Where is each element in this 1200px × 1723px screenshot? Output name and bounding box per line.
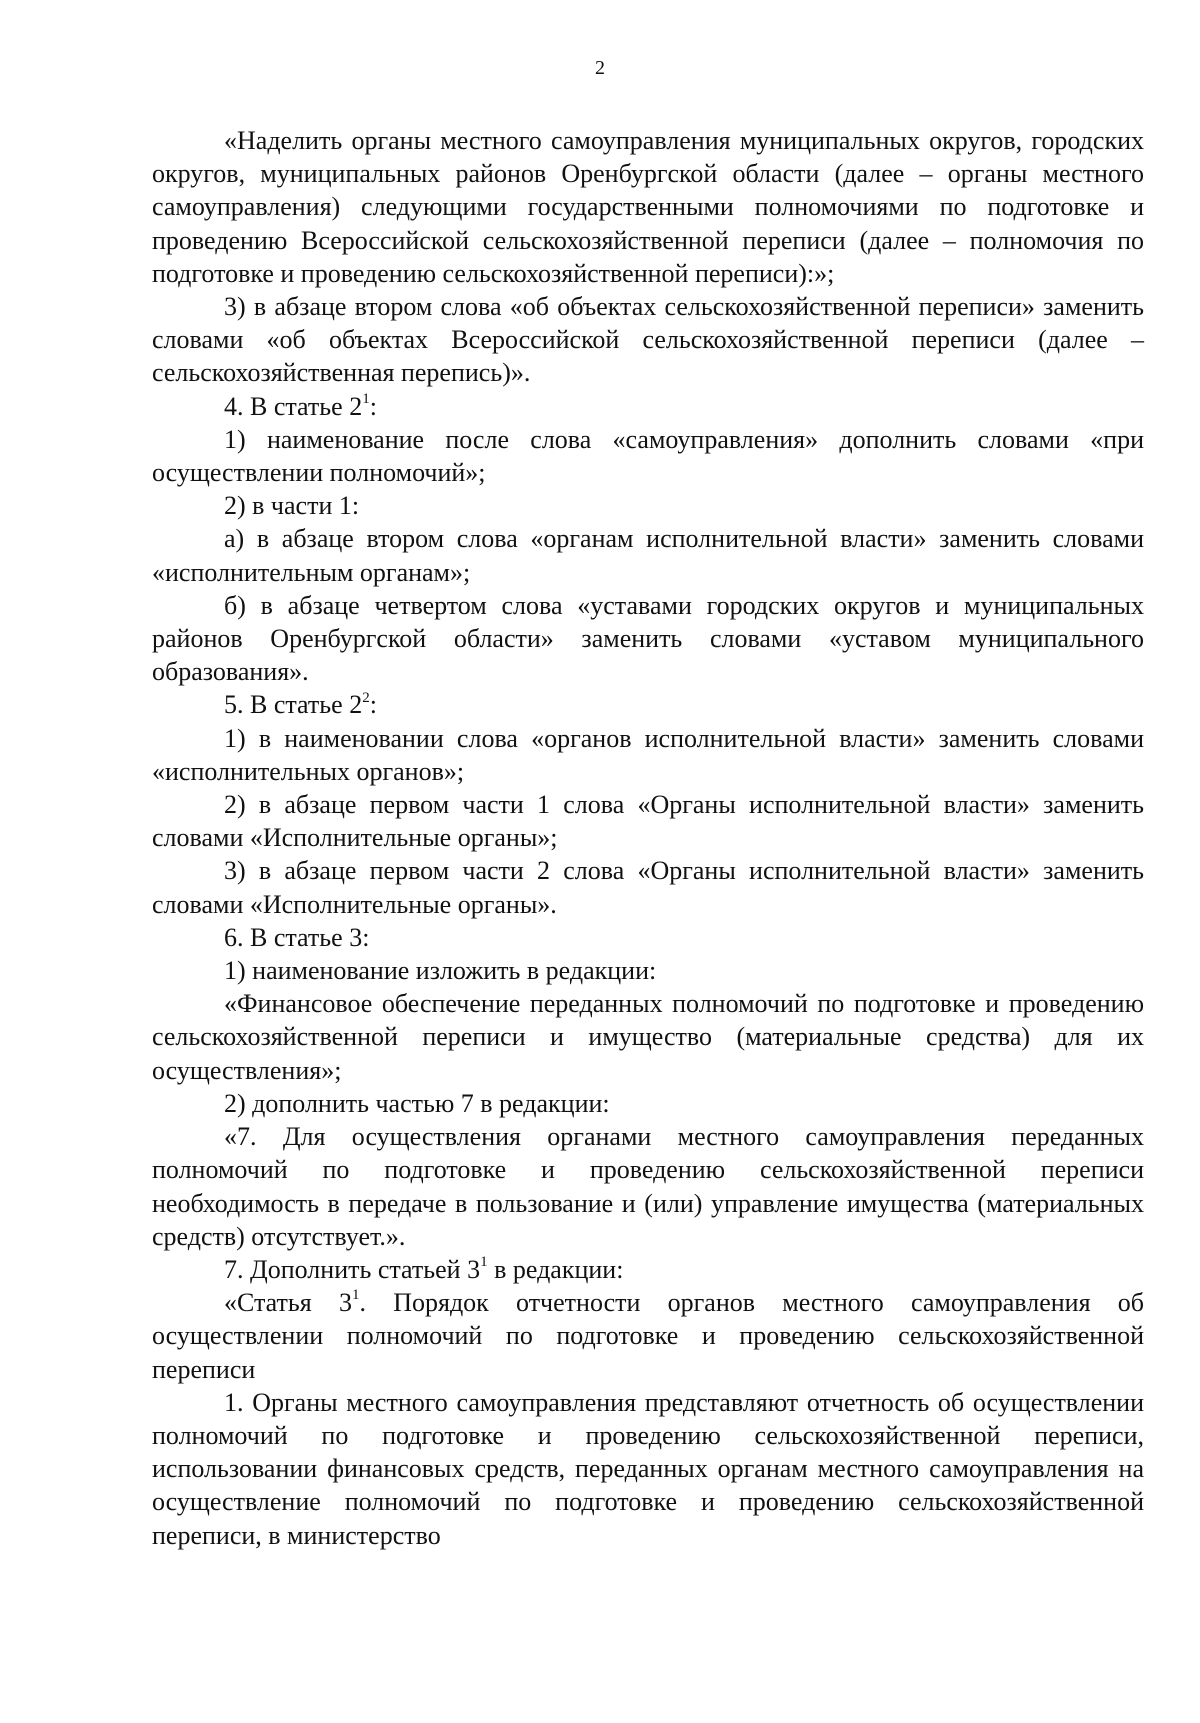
paragraph-subitem-a: а) в абзаце втором слова «органам исполнительной власти» заменить словами «исполнительным органам»; bbox=[152, 524, 1144, 587]
paragraph-item-2: 2) в части 1: bbox=[224, 491, 360, 521]
superscript-marker: 2 bbox=[362, 689, 370, 706]
paragraph-part-1-text: 1. Органы местного самоуправления представляют отчетность об осуществлении полномочий по подготовке и проведению сельскохозяйственной переписи, использовании финансовых средств, переданных органам местного самоуправления на осуществление полномочий по подготовке и проведению сельскохозяйственной переписи, в министерство bbox=[152, 1387, 1144, 1550]
document-body bbox=[152, 124, 1144, 1552]
paragraph-item-3: 3) в абзаце втором слова «об объектах сельскохозяйственной переписи» заменить словами «об объектах Всероссийской сельскохозяйственной переписи (далее – сельскохозяйственная перепись)». bbox=[152, 292, 1144, 388]
paragraph-item-2: 2) дополнить частью 7 в редакции: bbox=[224, 1088, 610, 1118]
page-number: 2 bbox=[595, 57, 605, 79]
paragraph-new-title: «Финансовое обеспечение переданных полномочий по подготовке и проведению сельскохозяйственной переписи и имущество (материальные средства) для их осуществления»; bbox=[152, 989, 1144, 1085]
paragraph-item-1: 1) наименование после слова «самоуправления» дополнить словами «при осуществлении полномочий»; bbox=[152, 424, 1144, 488]
superscript-marker: 1 bbox=[362, 390, 370, 407]
paragraph-article-2-1-heading: 4. В статье $2^1$: bbox=[224, 390, 377, 421]
paragraph-item-7: 7. Дополнить статьей $3^1$ в редакции: bbox=[224, 1254, 624, 1284]
paragraph-article-2-2-heading: 5. В статье $2^2$: bbox=[224, 689, 377, 720]
paragraph-item-2: 2) в абзаце первом части 1 слова «Органы исполнительной власти» заменить словами «Исполнительные органы»; bbox=[152, 790, 1144, 853]
paragraph-item-1: 1) наименование изложить в редакции: bbox=[224, 956, 657, 986]
paragraph-article-3-1-title: «Статья $3^1$. Порядок отчетности органов местного самоуправления об осуществлении полномочий по подготовке и проведению сельскохозяйственной переписи bbox=[152, 1287, 1144, 1384]
superscript-marker: 1 bbox=[480, 1254, 488, 1271]
paragraph-amendment-text: «Наделить органы местного самоуправления муниципальных округов, городских округов, муниципальных районов Оренбургской области (далее – органы местного самоуправления) следующими государственными полномочиями по подготовке и проведению Всероссийской сельскохозяйственной переписи (далее – полномочия по подготовке и проведению сельскохозяйственной переписи):»; bbox=[152, 126, 1144, 288]
paragraph-item-3: 3) в абзаце первом части 2 слова «Органы исполнительной власти» заменить словами «Исполнительные органы». bbox=[152, 856, 1144, 919]
paragraph-item-1: 1) в наименовании слова «органов исполнительной власти» заменить словами «исполнительных органов»; bbox=[152, 723, 1144, 786]
superscript-marker: 1 bbox=[351, 1287, 360, 1304]
paragraph-subitem-b: б) в абзаце четвертом слова «уставами городских округов и муниципальных районов Оренбургской области» заменить словами «уставом муниципального образования». bbox=[152, 590, 1144, 687]
paragraph-part-7-text: «7. Для осуществления органами местного самоуправления переданных полномочий по подготовке и проведению сельскохозяйственной переписи необходимость в передаче в пользование и (или) управление имущества (материальных средств) отсутствует.». bbox=[152, 1122, 1144, 1251]
paragraph-article-3-heading: 6. В статье 3: bbox=[224, 922, 370, 952]
